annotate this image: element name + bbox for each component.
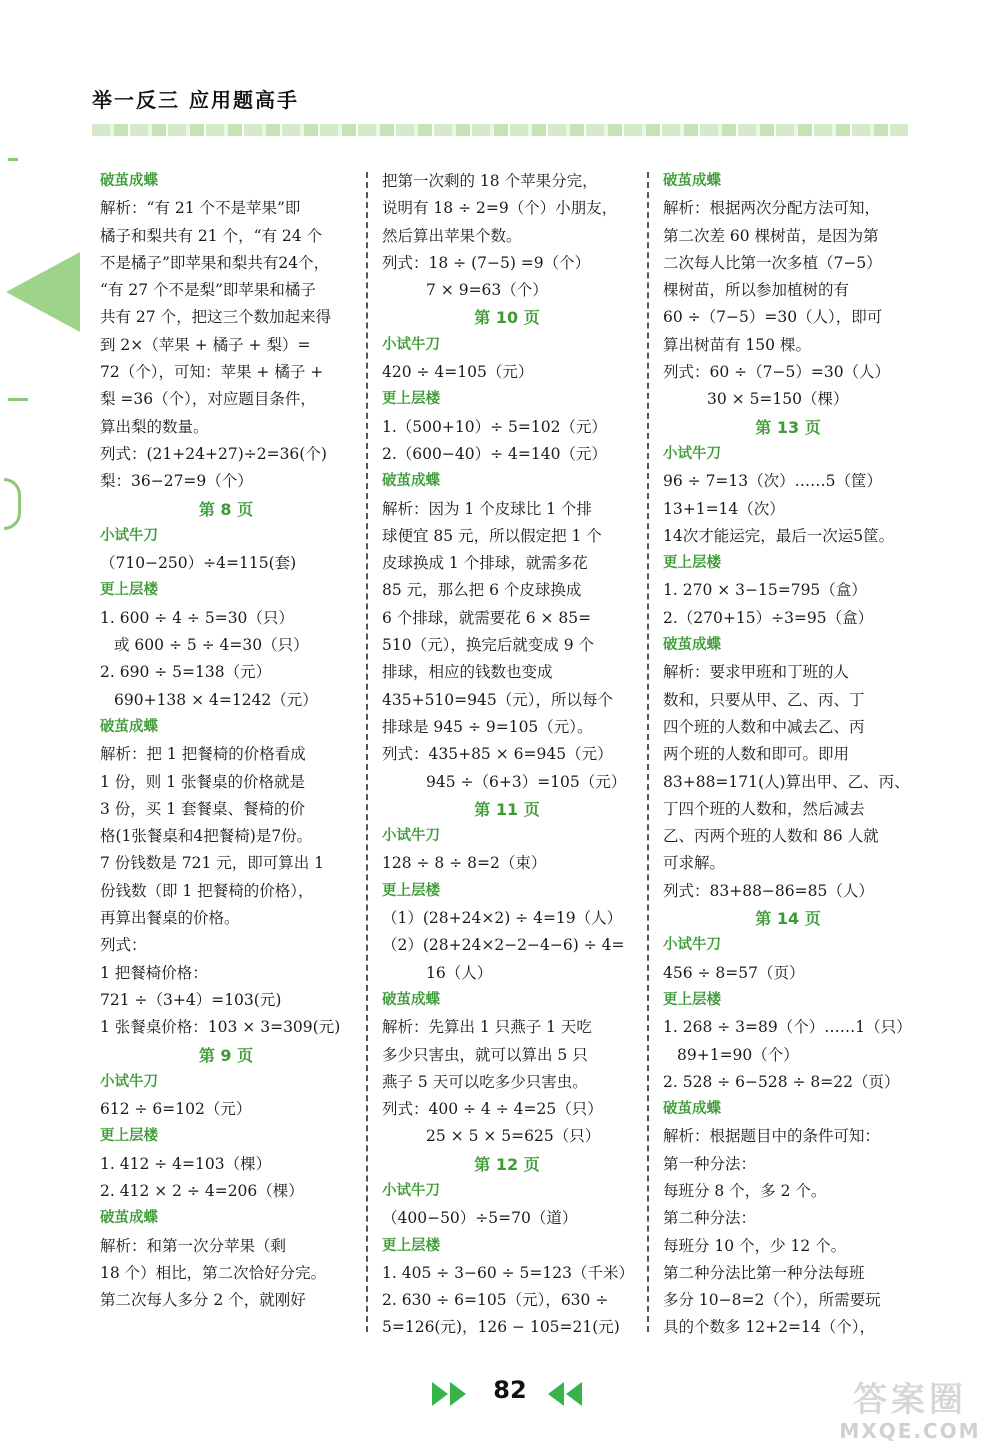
answer-line: 1. 600 ÷ 4 ÷ 5=30（只） — [100, 608, 294, 627]
deco-bracket — [4, 478, 21, 530]
answer-line: 列式：18 ÷ (7−5) =9（个） — [382, 253, 591, 272]
answer-line: （1）(28+24×2) ÷ 4=19（人） — [382, 909, 623, 928]
answer-line: 皮球换成 1 个排球，就需多花 — [382, 554, 588, 573]
answer-line: 945 ÷（6+3）=105（元） — [426, 772, 627, 791]
answer-line: 橘子和梨共有 21 个，“有 24 个 — [100, 226, 323, 245]
answer-line: 四个班的人数和中减去乙、丙 — [663, 717, 865, 736]
answer-line: 5=126(元)，126 − 105=21(元) — [382, 1318, 620, 1337]
answer-line: 612 ÷ 6=102（元） — [100, 1100, 252, 1119]
answer-line: 多少只害虫，就可以算出 5 只 — [382, 1045, 588, 1064]
page-heading: 第 10 页 — [474, 308, 540, 328]
section-heading: 破茧成蝶 — [663, 1101, 721, 1118]
answer-line: 每班分 10 个，少 12 个。 — [663, 1236, 847, 1255]
deco-dash-1 — [8, 158, 18, 161]
next-arrows-icon — [432, 1382, 468, 1406]
answer-line: 棵树苗，所以参加植树的有 — [663, 281, 850, 300]
answer-line: 把第一次剩的 18 个苹果分完， — [382, 172, 598, 190]
section-heading: 破茧成蝶 — [100, 1210, 158, 1227]
answer-line: 1 张餐桌价格：103 × 3=309(元) — [100, 1018, 341, 1037]
answer-line: 420 ÷ 4=105（元） — [382, 363, 534, 382]
answer-line: 解析：“有 21 个不是苹果”即 — [100, 199, 301, 218]
watermark-line-2: MXQE.COM — [839, 1419, 981, 1443]
answer-line: 解析：根据题目中的条件可知： — [663, 1127, 881, 1146]
answer-column-2 — [382, 168, 632, 1342]
section-heading: 破茧成蝶 — [663, 637, 721, 654]
answer-line: 说明有 18 ÷ 2=9（个）小朋友， — [382, 199, 618, 218]
answer-line: 第二次差 60 棵树苗，是因为第 — [663, 226, 879, 245]
column-divider-2 — [647, 172, 649, 1332]
answer-line: 18 个）相比，第二次恰好分完。 — [100, 1263, 327, 1282]
answer-line: 2. 630 ÷ 6=105（元），630 ÷ — [382, 1291, 609, 1310]
answer-line: 不是橘子”即苹果和梨共有24个， — [100, 253, 330, 272]
answer-line: 解析：和第一次分苹果（剩 — [100, 1236, 287, 1255]
answer-line: 83+88=171(人)算出甲、乙、丙、 — [663, 772, 910, 791]
section-heading: 更上层楼 — [382, 1237, 440, 1254]
answer-line: 数和，只要从甲、乙、丙、丁 — [663, 690, 865, 709]
answer-line: 然后算出苹果个数。 — [382, 226, 522, 245]
answer-line: 510（元），换完后就变成 9 个 — [382, 636, 595, 655]
page-heading: 第 11 页 — [474, 799, 540, 819]
answer-line: 14次才能运完，最后一次运5筐。 — [663, 526, 895, 545]
answer-line: 解析：要求甲班和丁班的人 — [663, 663, 850, 682]
answer-line: 1 把餐椅价格： — [100, 963, 208, 982]
answer-line: 2. 412 × 2 ÷ 4=206（棵） — [100, 1181, 304, 1200]
answer-line: 再算出餐桌的价格。 — [100, 909, 240, 928]
answer-line: 解析：先算出 1 只燕子 1 天吃 — [382, 1018, 592, 1037]
answer-line: 690+138 × 4=1242（元） — [114, 690, 318, 709]
section-heading: 小试牛刀 — [382, 336, 440, 353]
answer-line: 30 × 5=150（棵） — [707, 390, 849, 409]
answer-line: 算出梨的数量。 — [100, 417, 209, 436]
page-heading: 第 9 页 — [198, 1045, 254, 1065]
answer-line: 1. 270 × 3−15=795（盒） — [663, 581, 867, 600]
page-heading: 第 12 页 — [474, 1154, 540, 1174]
answer-line: 排球是 945 ÷ 9=105（元）。 — [382, 717, 593, 736]
section-heading: 更上层楼 — [382, 391, 440, 408]
answer-line: 128 ÷ 8 ÷ 8=2（束） — [382, 854, 547, 873]
column-divider-1 — [366, 172, 368, 1332]
section-heading: 小试牛刀 — [663, 937, 721, 954]
answer-line: 列式：(21+24+27)÷2=36(个) — [100, 444, 327, 463]
section-heading: 更上层楼 — [100, 582, 158, 599]
answer-line: 13+1=14（次） — [663, 499, 785, 518]
page-heading: 第 8 页 — [198, 499, 254, 519]
answer-line: 解析：根据两次分配方法可知， — [663, 199, 881, 218]
header-decorative-bar — [92, 124, 908, 136]
section-heading: 小试牛刀 — [100, 1073, 158, 1090]
answer-line: 第二种分法： — [663, 1209, 757, 1228]
answer-line: 1 份，则 1 张餐桌的价格就是 — [100, 772, 306, 791]
section-heading: 小试牛刀 — [382, 828, 440, 845]
answer-line: 解析：因为 1 个皮球比 1 个排 — [382, 499, 592, 518]
answer-column-3 — [663, 168, 913, 1342]
answer-line: 第一种分法： — [663, 1154, 757, 1173]
answer-line: 格(1张餐桌和4把餐椅)是7份。 — [100, 827, 313, 846]
section-heading: 更上层楼 — [100, 1128, 158, 1145]
page-heading: 第 14 页 — [755, 909, 821, 929]
answer-line: 72（个），可知：苹果 + 橘子 + — [100, 363, 324, 382]
answer-line: 第二种分法比第一种分法每班 — [663, 1263, 865, 1282]
answer-line: 丁四个班的人数和，然后减去 — [663, 799, 865, 818]
answer-line: 列式：83+88−86=85（人） — [663, 881, 874, 900]
answer-line: 7 份钱数是 721 元，即可算出 1 — [100, 854, 325, 873]
section-heading: 小试牛刀 — [100, 527, 158, 544]
answer-line: 可求解。 — [663, 854, 726, 873]
section-heading: 破茧成蝶 — [382, 473, 440, 490]
answer-line: 第二次每人多分 2 个，就刚好 — [100, 1291, 306, 1310]
section-heading: 破茧成蝶 — [382, 991, 440, 1008]
answer-line: 2.（270+15）÷3=95（盒） — [663, 608, 874, 627]
answer-line: 燕子 5 天可以吃多少只害虫。 — [382, 1072, 588, 1091]
answer-line: 3 份，买 1 套餐桌、餐椅的价 — [100, 799, 306, 818]
section-heading: 破茧成蝶 — [663, 173, 721, 189]
answer-line: 60 ÷（7−5）=30（人），即可 — [663, 308, 883, 327]
section-heading: 更上层楼 — [663, 991, 721, 1008]
answer-line: 两个班的人数和即可。即用 — [663, 745, 850, 764]
page-number: 82 — [493, 1376, 527, 1404]
answer-line: 份钱数（即 1 把餐椅的价格）， — [100, 881, 314, 900]
answer-line: （710−250）÷4=115(套) — [100, 554, 297, 573]
answer-line: （400−50）÷5=70（道） — [382, 1209, 578, 1228]
answer-line: 具的个数多 12+2=14（个）， — [663, 1318, 875, 1337]
answer-line: 到 2×（苹果 + 橘子 + 梨）= — [100, 335, 311, 354]
answer-line: 89+1=90（个） — [677, 1045, 799, 1064]
answer-line: 16（人） — [426, 963, 493, 982]
answer-line: 1. 405 ÷ 3−60 ÷ 5=123（千米） — [382, 1263, 634, 1282]
answer-line: 列式：400 ÷ 4 ÷ 4=25（只） — [382, 1100, 603, 1119]
answer-column-1 — [100, 168, 352, 1314]
answer-line: 列式：435+85 × 6=945（元） — [382, 745, 613, 764]
watermark — [830, 1380, 990, 1446]
answer-line: 1. 412 ÷ 4=103（棵） — [100, 1154, 272, 1173]
answer-line: 1. 268 ÷ 3=89（个）……1（只） — [663, 1018, 912, 1037]
section-heading: 更上层楼 — [663, 555, 721, 572]
answer-line: 6 个排球，就需要花 6 × 85= — [382, 608, 592, 627]
answer-line: 435+510=945（元），所以每个 — [382, 690, 613, 709]
answer-line: 85 元，那么把 6 个皮球换成 — [382, 581, 582, 600]
section-heading: 破茧成蝶 — [100, 173, 158, 189]
answer-line: 球便宜 85 元，所以假定把 1 个 — [382, 526, 602, 545]
answer-line: 25 × 5 × 5=625（只） — [426, 1127, 601, 1146]
answer-line: 或 600 ÷ 5 ÷ 4=30（只） — [114, 636, 309, 655]
answer-line: 梨：36−27=9（个） — [100, 472, 253, 491]
answer-line: 二次每人比第一次多植（7−5） — [663, 253, 882, 272]
book-title: 举一反三 应用题高手 — [92, 88, 299, 112]
section-heading: 破茧成蝶 — [100, 718, 158, 735]
answer-line: 721 ÷（3+4）=103(元) — [100, 990, 282, 1009]
answer-line: 2. 690 ÷ 5=138（元） — [100, 663, 272, 682]
answer-line: 7 × 9=63（个） — [426, 281, 548, 300]
answer-line: 96 ÷ 7=13（次）……5（筐） — [663, 472, 882, 491]
prev-arrows-icon — [546, 1382, 582, 1406]
section-heading: 小试牛刀 — [663, 445, 721, 462]
answer-line: 梨 =36（个），对应题目条件， — [100, 390, 316, 409]
answer-line: 共有 27 个，把这三个数加起来得 — [100, 308, 332, 327]
deco-dash-2 — [8, 398, 28, 401]
answer-line: 乙、丙两个班的人数和 86 人就 — [663, 827, 879, 846]
section-heading: 小试牛刀 — [382, 1182, 440, 1199]
page-heading: 第 13 页 — [755, 417, 821, 437]
watermark-line-1: 答案圈 — [853, 1380, 967, 1420]
answer-line: 2.（600−40）÷ 4=140（元） — [382, 444, 607, 463]
answer-line: “有 27 个不是梨”即苹果和橘子 — [100, 281, 316, 300]
section-heading: 更上层楼 — [382, 882, 440, 899]
answer-line: 2. 528 ÷ 6−528 ÷ 8=22（页） — [663, 1072, 900, 1091]
answer-line: 每班分 8 个，多 2 个。 — [663, 1181, 827, 1200]
answer-line: 多分 10−8=2（个），所需要玩 — [663, 1291, 881, 1310]
answer-line: （2）(28+24×2−2−4−6) ÷ 4= — [382, 936, 625, 955]
answer-line: 算出树苗有 150 棵。 — [663, 335, 811, 354]
answer-line: 列式： — [100, 936, 147, 955]
answer-line: 列式：60 ÷（7−5）=30（人） — [663, 363, 891, 382]
answer-line: 排球，相应的钱数也变成 — [382, 663, 553, 682]
answer-line: 1.（500+10）÷ 5=102（元） — [382, 417, 607, 436]
answer-line: 456 ÷ 8=57（页） — [663, 963, 805, 982]
deco-triangle-icon — [6, 252, 80, 332]
answer-line: 解析：把 1 把餐椅的价格看成 — [100, 745, 306, 764]
